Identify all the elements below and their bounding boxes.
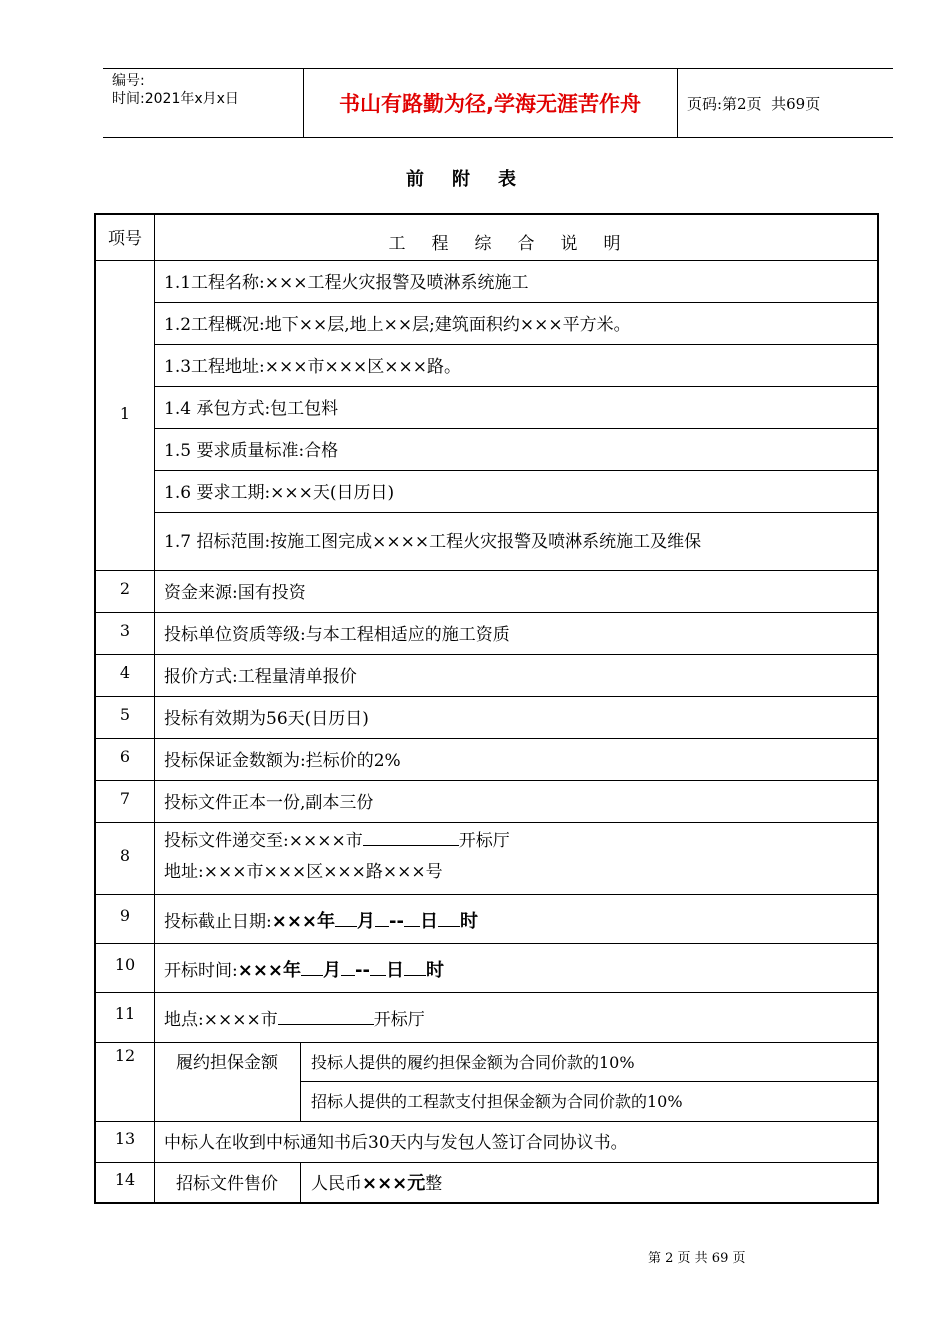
row11-hall: 开标厅	[373, 1010, 425, 1030]
row1-item: 1.5 要求质量标准:合格	[164, 441, 339, 461]
row1-item: 1.6 要求工期:×××天(日历日)	[164, 483, 395, 503]
row9-deadline	[164, 910, 478, 932]
row11-city: 地点:××××市	[164, 1010, 278, 1030]
row10-day: 日	[385, 960, 404, 981]
row-number: 7	[119, 789, 131, 808]
row-line	[96, 696, 879, 697]
row-text: 投标有效期为56天(日历日)	[164, 709, 369, 729]
row-number: 10	[114, 955, 136, 974]
row-number: 8	[119, 846, 131, 865]
row-line	[96, 570, 879, 571]
blank-underline	[404, 959, 426, 976]
row9-day: 日	[419, 911, 438, 932]
row12-item: 招标人提供的工程款支付担保金额为合同价款的10%	[311, 1092, 683, 1111]
row10-hour: 时	[425, 960, 444, 981]
row10-opening-time	[164, 959, 444, 981]
blank-underline	[438, 910, 460, 927]
row-text: 资金来源:国有投资	[164, 583, 306, 603]
number-label: 编号:	[112, 73, 145, 89]
row-line	[96, 654, 879, 655]
row-line	[154, 386, 879, 387]
blank-underline	[301, 959, 323, 976]
row9-dash: --	[388, 911, 404, 932]
blank-underline	[370, 959, 386, 976]
row-line	[154, 470, 879, 471]
row10-year: ×××年	[237, 960, 301, 981]
row14-amount: ×××元	[362, 1173, 426, 1194]
row12-item: 投标人提供的履约担保金额为合同价款的10%	[311, 1053, 635, 1072]
row9-label: 投标截止日期:	[164, 912, 272, 932]
row12-label: 履约担保金额	[176, 1053, 278, 1073]
row-line	[96, 612, 879, 613]
row1-item: 1.4 承包方式:包工包料	[164, 399, 339, 419]
blank-underline	[375, 910, 389, 927]
header-slogan: 书山有路勤为径,学海无涯苦作舟	[303, 69, 678, 137]
row9-month: 月	[356, 911, 375, 932]
row-number: 4	[119, 663, 131, 682]
blank-underline	[341, 959, 355, 976]
row-line	[154, 344, 879, 345]
row-number: 9	[119, 906, 131, 925]
row-number: 12	[114, 1046, 136, 1065]
row-number: 13	[114, 1129, 136, 1148]
row-line	[96, 894, 879, 895]
row-line	[96, 992, 879, 993]
page-header	[103, 68, 893, 138]
row-line	[154, 428, 879, 429]
row-number: 6	[119, 747, 131, 766]
row14-prefix: 人民币	[311, 1174, 362, 1194]
row14-label: 招标文件售价	[176, 1174, 278, 1194]
row-number: 2	[119, 579, 131, 598]
page-title: 前附表	[406, 169, 544, 190]
row-line	[96, 780, 879, 781]
front-attached-table	[94, 213, 879, 1204]
row-line	[300, 1081, 879, 1082]
header-meta	[103, 69, 304, 137]
header-page-code	[678, 69, 893, 137]
row14-suffix: 整	[425, 1174, 443, 1194]
time-label: 时间:2021年x月x日	[112, 91, 239, 107]
row10-label: 开标时间:	[164, 961, 238, 981]
col-header-item: 项号	[108, 229, 142, 249]
row-line	[96, 822, 879, 823]
row-line	[154, 302, 879, 303]
row8-destination: 投标文件递交至:××××市	[164, 831, 363, 851]
row-text: 中标人在收到中标通知书后30天内与发包人签订合同协议书。	[164, 1133, 628, 1153]
page-footer: 第 2 页 共 69 页	[648, 1251, 746, 1266]
row14-price	[311, 1174, 442, 1194]
row1-item: 1.7 招标范围:按施工图完成××××工程火灾报警及喷淋系统施工及维保	[164, 532, 702, 552]
row-number: 14	[114, 1170, 136, 1189]
row-line	[96, 1042, 879, 1043]
row-line	[96, 260, 879, 261]
blank-underline	[335, 910, 357, 927]
row10-dash: --	[354, 960, 370, 981]
row8-line1	[164, 829, 510, 851]
row9-year: ×××年	[271, 911, 335, 932]
row-number: 11	[114, 1004, 136, 1023]
row-line	[96, 738, 879, 739]
row1-item: 1.3工程地址:×××市×××区×××路。	[164, 357, 461, 377]
row1-item: 1.2工程概况:地下××层,地上××层;建筑面积约×××平方米。	[164, 315, 631, 335]
blank-underline	[404, 910, 420, 927]
row-text: 投标文件正本一份,副本三份	[164, 793, 374, 813]
row11-location	[164, 1008, 425, 1030]
col-header-desc: 工程综合说明	[388, 234, 647, 254]
row8-hall: 开标厅	[458, 831, 510, 851]
page-code-text: 页码:第2页 共69页	[687, 94, 821, 113]
row1-item: 1.1工程名称:×××工程火灾报警及喷淋系统施工	[164, 273, 529, 293]
row-number: 1	[119, 404, 131, 423]
row-text: 投标单位资质等级:与本工程相适应的施工资质	[164, 625, 510, 645]
row-number: 3	[119, 621, 131, 640]
row10-month: 月	[322, 960, 341, 981]
row-text: 报价方式:工程量清单报价	[164, 667, 357, 687]
row-text: 投标保证金数额为:拦标价的2%	[164, 751, 401, 771]
row-line	[154, 512, 879, 513]
row-line	[96, 1162, 879, 1163]
row-number: 5	[119, 705, 131, 724]
col-divider-row14	[300, 1162, 301, 1202]
blank-underline	[278, 1008, 374, 1025]
row8-address: 地址:×××市×××区×××路×××号	[164, 862, 443, 882]
row9-hour: 时	[459, 911, 478, 932]
row-line	[96, 1121, 879, 1122]
row-line	[96, 943, 879, 944]
blank-underline	[363, 829, 459, 846]
